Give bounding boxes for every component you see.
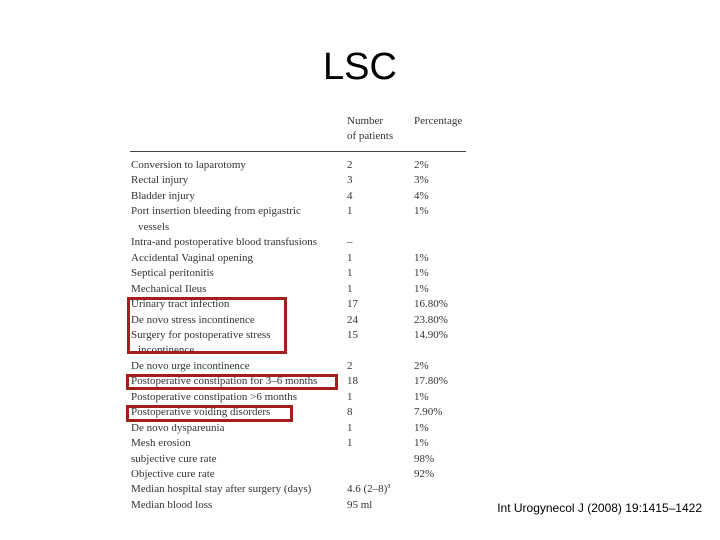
row-percent: 2% [414,159,429,171]
row-label: Accidental Vaginal opening [131,251,253,264]
table-row [0,452,720,467]
table-row [0,359,720,374]
highlight-box-voiding [126,405,293,422]
table-row [0,235,720,250]
row-label: Mechanical Ileus [131,282,207,295]
row-label-continuation: vessels [138,220,170,233]
row-percent: 23.80% [414,313,448,326]
header-number-line2: of patients [347,130,394,142]
table-row [0,328,720,343]
row-percent: 1% [414,267,429,280]
row-number-value: 1 [347,421,353,434]
row-percent: 4% [414,189,429,202]
row-number-value: 8 [347,406,353,419]
row-label: De novo dyspareunia [131,421,225,434]
row-percent: 1% [414,437,429,450]
row-label: Postoperative constipation for 3–6 months [131,375,318,388]
table-row [0,374,720,389]
row-number [347,297,358,312]
row-number-value: 24 [347,313,358,326]
row-label: Median blood loss [131,498,213,511]
row-label: Postoperative voiding disorders [131,406,271,419]
row-percent: 1% [414,390,429,403]
table-row [0,204,720,219]
row-number [347,328,358,343]
row-number [347,282,353,297]
table-row [0,282,720,297]
row-label-continuation: incontinence [138,344,195,357]
slide-title: LSC [323,46,397,88]
table-row [0,421,720,436]
row-number [347,374,358,389]
table-row [0,436,720,451]
table-row [0,266,720,281]
row-number-value: 1 [347,267,353,280]
row-number [347,421,353,436]
row-number-value: 1 [347,205,353,218]
row-label: Intra-and postoperative blood transfusions [131,236,318,249]
row-number-value: 4.6 (2–8) [347,483,388,496]
row-number-value: 1 [347,282,353,295]
row-label: Objective cure rate [131,468,215,480]
row-percent: 1% [414,251,429,264]
table-row [0,173,720,188]
row-number-footnote: a [387,481,391,490]
row-number [347,390,353,405]
row-number-value: 95 ml [347,498,373,511]
row-label: Conversion to laparotomy [131,159,246,171]
row-label: Postoperative constipation >6 months [131,390,297,403]
highlight-box-constipation [126,374,338,390]
row-number [347,204,353,219]
row-number-value: – [347,236,353,249]
row-percent: 14.90% [414,328,448,341]
row-percent: 16.80% [414,298,448,311]
row-label: Bladder injury [131,189,195,202]
row-percent: 7.90% [414,406,443,419]
row-number [347,436,353,451]
highlight-box-urinary-stress [127,297,287,354]
table-row [0,313,720,328]
table-row [0,405,720,420]
table-row [0,297,720,312]
row-number-value: 3 [347,174,353,187]
row-number-value: 1 [347,251,353,264]
header-number-line1: Number [347,115,384,127]
row-label: De novo urge incontinence [131,359,250,372]
row-number [347,482,390,497]
table-header-rule [130,151,466,152]
row-number-value: 1 [347,437,353,450]
row-percent: 1% [414,205,429,218]
row-number [347,313,358,328]
row-number [347,405,353,420]
row-percent: 98% [414,452,435,465]
table-row [0,390,720,405]
table-row [0,189,720,204]
row-number-value: 18 [347,375,358,388]
row-percent: 1% [414,421,429,434]
row-percent: 2% [414,359,429,372]
row-label: Urinary tract infection [131,298,230,311]
row-label: Port insertion bleeding from epigastric [131,205,301,218]
table-row [0,158,720,173]
row-number [347,359,353,374]
row-label: De novo stress incontinence [131,313,255,326]
header-percentage: Percentage [414,115,463,127]
row-number-value: 2 [347,359,353,372]
row-number [347,189,353,204]
row-percent: 17.80% [414,375,448,388]
row-number [347,251,353,266]
row-label: Septical peritonitis [131,267,214,280]
row-label: Rectal injury [131,174,189,187]
row-number [347,173,353,188]
row-number-value: 17 [347,298,358,311]
citation: Int Urogynecol J (2008) 19:1415–1422 [497,501,702,515]
table-row [0,467,720,482]
row-number [347,158,353,173]
row-number-value: 4 [347,189,353,202]
row-label: Surgery for postoperative stress [131,328,271,341]
row-number [347,235,353,250]
row-percent: 3% [414,174,429,187]
row-number-value: 1 [347,390,353,403]
row-percent: 1% [414,282,429,295]
row-number-value: 2 [347,159,353,171]
row-number [347,498,372,513]
table-row [0,251,720,266]
row-label: Mesh erosion [131,437,191,450]
row-label: Median hospital stay after surgery (days) [131,483,312,496]
row-percent: 92% [414,468,435,480]
row-label: subjective cure rate [131,452,217,465]
table-row [0,482,720,497]
row-number [347,266,353,281]
row-number-value: 15 [347,328,358,341]
